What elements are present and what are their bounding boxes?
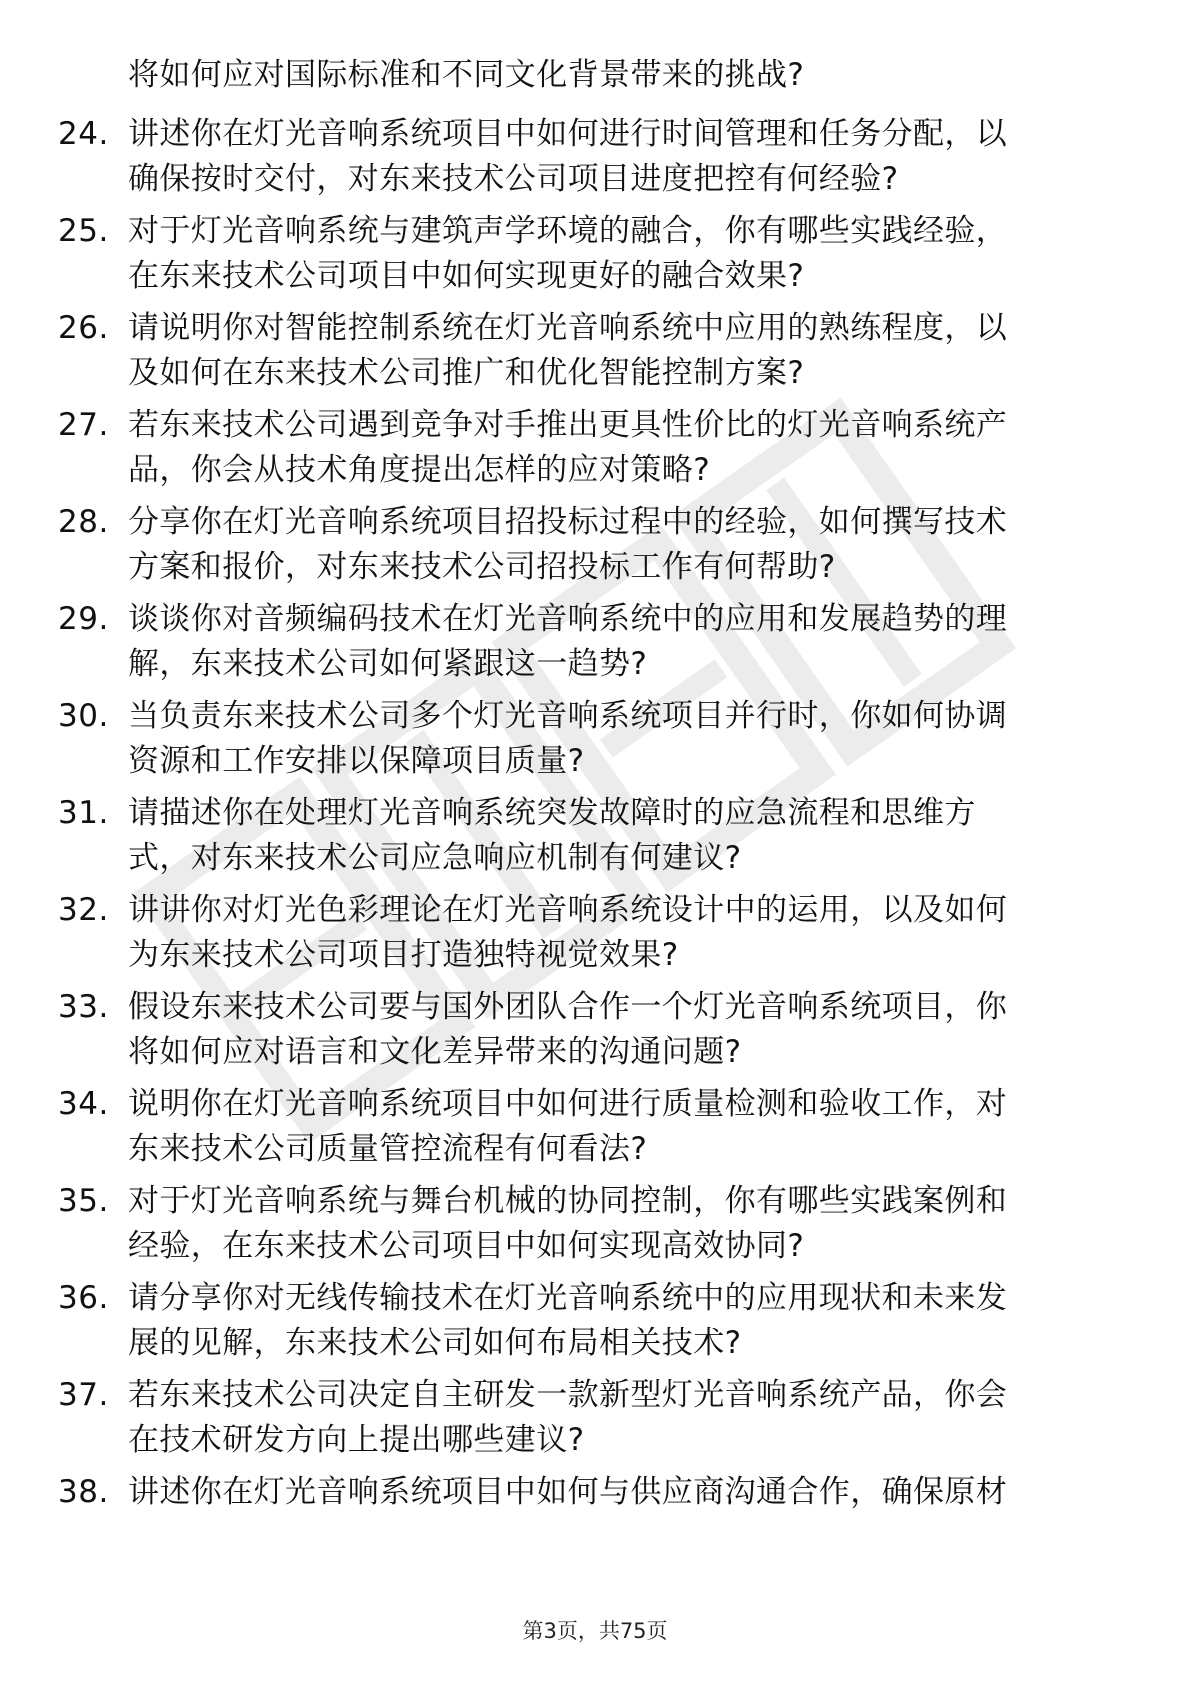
question-line: 资源和工作安排以保障项目质量? xyxy=(128,743,585,779)
question-text xyxy=(128,597,1128,687)
question-number: 26. xyxy=(58,310,109,346)
question-line: 假设东来技术公司要与国外团队合作一个灯光音响系统项目，你 xyxy=(128,989,1008,1025)
question-text xyxy=(128,791,1128,881)
question-line: 讲述你在灯光音响系统项目中如何与供应商沟通合作，确保原材 xyxy=(128,1474,1008,1510)
question-text xyxy=(128,1373,1128,1463)
page-footer: 第3页，共75页 xyxy=(522,1619,668,1643)
question-line: 分享你在灯光音响系统项目招投标过程中的经验，如何撰写技术 xyxy=(128,504,1008,540)
question-line: 确保按时交付，对东来技术公司项目进度把控有何经验? xyxy=(128,161,899,197)
question-text xyxy=(128,888,1128,978)
question-line: 解，东来技术公司如何紧跟这一趋势? xyxy=(128,646,648,682)
question-text xyxy=(128,112,1128,202)
question-text xyxy=(128,985,1128,1075)
question-line: 请说明你对智能控制系统在灯光音响系统中应用的熟练程度，以 xyxy=(128,310,1008,346)
question-number: 33. xyxy=(58,989,109,1025)
question-line: 讲讲你对灯光色彩理论在灯光音响系统设计中的运用，以及如何 xyxy=(128,892,1008,928)
question-line: 为东来技术公司项目打造独特视觉效果? xyxy=(128,937,679,973)
question-line: 及如何在东来技术公司推广和优化智能控制方案? xyxy=(128,355,805,391)
question-line: 展的见解，东来技术公司如何布局相关技术? xyxy=(128,1325,742,1361)
question-text xyxy=(128,1470,1128,1515)
question-number: 36. xyxy=(58,1280,109,1316)
question-text xyxy=(128,209,1128,299)
question-number: 28. xyxy=(58,504,109,540)
question-line: 对于灯光音响系统与舞台机械的协同控制，你有哪些实践案例和 xyxy=(128,1183,1008,1219)
question-line: 经验，在东来技术公司项目中如何实现高效协同? xyxy=(128,1228,805,1264)
question-text xyxy=(128,306,1128,396)
question-number: 32. xyxy=(58,892,109,928)
question-number: 34. xyxy=(58,1086,109,1122)
question-number: 38. xyxy=(58,1474,109,1510)
question-text xyxy=(128,1276,1128,1366)
question-line: 式，对东来技术公司应急响应机制有何建议? xyxy=(128,840,742,876)
question-line: 方案和报价，对东来技术公司招投标工作有何帮助? xyxy=(128,549,836,585)
question-line: 在技术研发方向上提出哪些建议? xyxy=(128,1422,585,1458)
question-number: 30. xyxy=(58,698,109,734)
question-line: 谈谈你对音频编码技术在灯光音响系统中的应用和发展趋势的理 xyxy=(128,601,1008,637)
question-line: 在东来技术公司项目中如何实现更好的融合效果? xyxy=(128,258,805,294)
question-number: 29. xyxy=(58,601,109,637)
question-line: 品，你会从技术角度提出怎样的应对策略? xyxy=(128,452,711,488)
question-number: 27. xyxy=(58,407,109,443)
question-number: 31. xyxy=(58,795,109,831)
question-text xyxy=(128,403,1128,493)
question-line: 当负责东来技术公司多个灯光音响系统项目并行时，你如何协调 xyxy=(128,698,1008,734)
question-line: 若东来技术公司决定自主研发一款新型灯光音响系统产品，你会 xyxy=(128,1377,1008,1413)
question-number: 37. xyxy=(58,1377,109,1413)
question-line: 请描述你在处理灯光音响系统突发故障时的应急流程和思维方 xyxy=(128,795,976,831)
question-text xyxy=(128,500,1128,590)
question-text xyxy=(128,1179,1128,1269)
question-number: 35. xyxy=(58,1183,109,1219)
question-line: 请分享你对无线传输技术在灯光音响系统中的应用现状和未来发 xyxy=(128,1280,1008,1316)
question-line: 将如何应对语言和文化差异带来的沟通问题? xyxy=(128,1034,742,1070)
question-text xyxy=(128,1082,1128,1172)
question-text xyxy=(128,53,1128,98)
question-line: 对于灯光音响系统与建筑声学环境的融合，你有哪些实践经验， xyxy=(128,213,1008,249)
question-line: 讲述你在灯光音响系统项目中如何进行时间管理和任务分配，以 xyxy=(128,116,1008,152)
question-line: 东来技术公司质量管控流程有何看法? xyxy=(128,1131,648,1167)
question-number: 24. xyxy=(58,116,109,152)
question-text xyxy=(128,694,1128,784)
question-line: 说明你在灯光音响系统项目中如何进行质量检测和验收工作，对 xyxy=(128,1086,1008,1122)
question-line: 若东来技术公司遇到竞争对手推出更具性价比的灯光音响系统产 xyxy=(128,407,1008,443)
question-number: 25. xyxy=(58,213,109,249)
question-line: 将如何应对国际标准和不同文化背景带来的挑战? xyxy=(128,57,805,93)
